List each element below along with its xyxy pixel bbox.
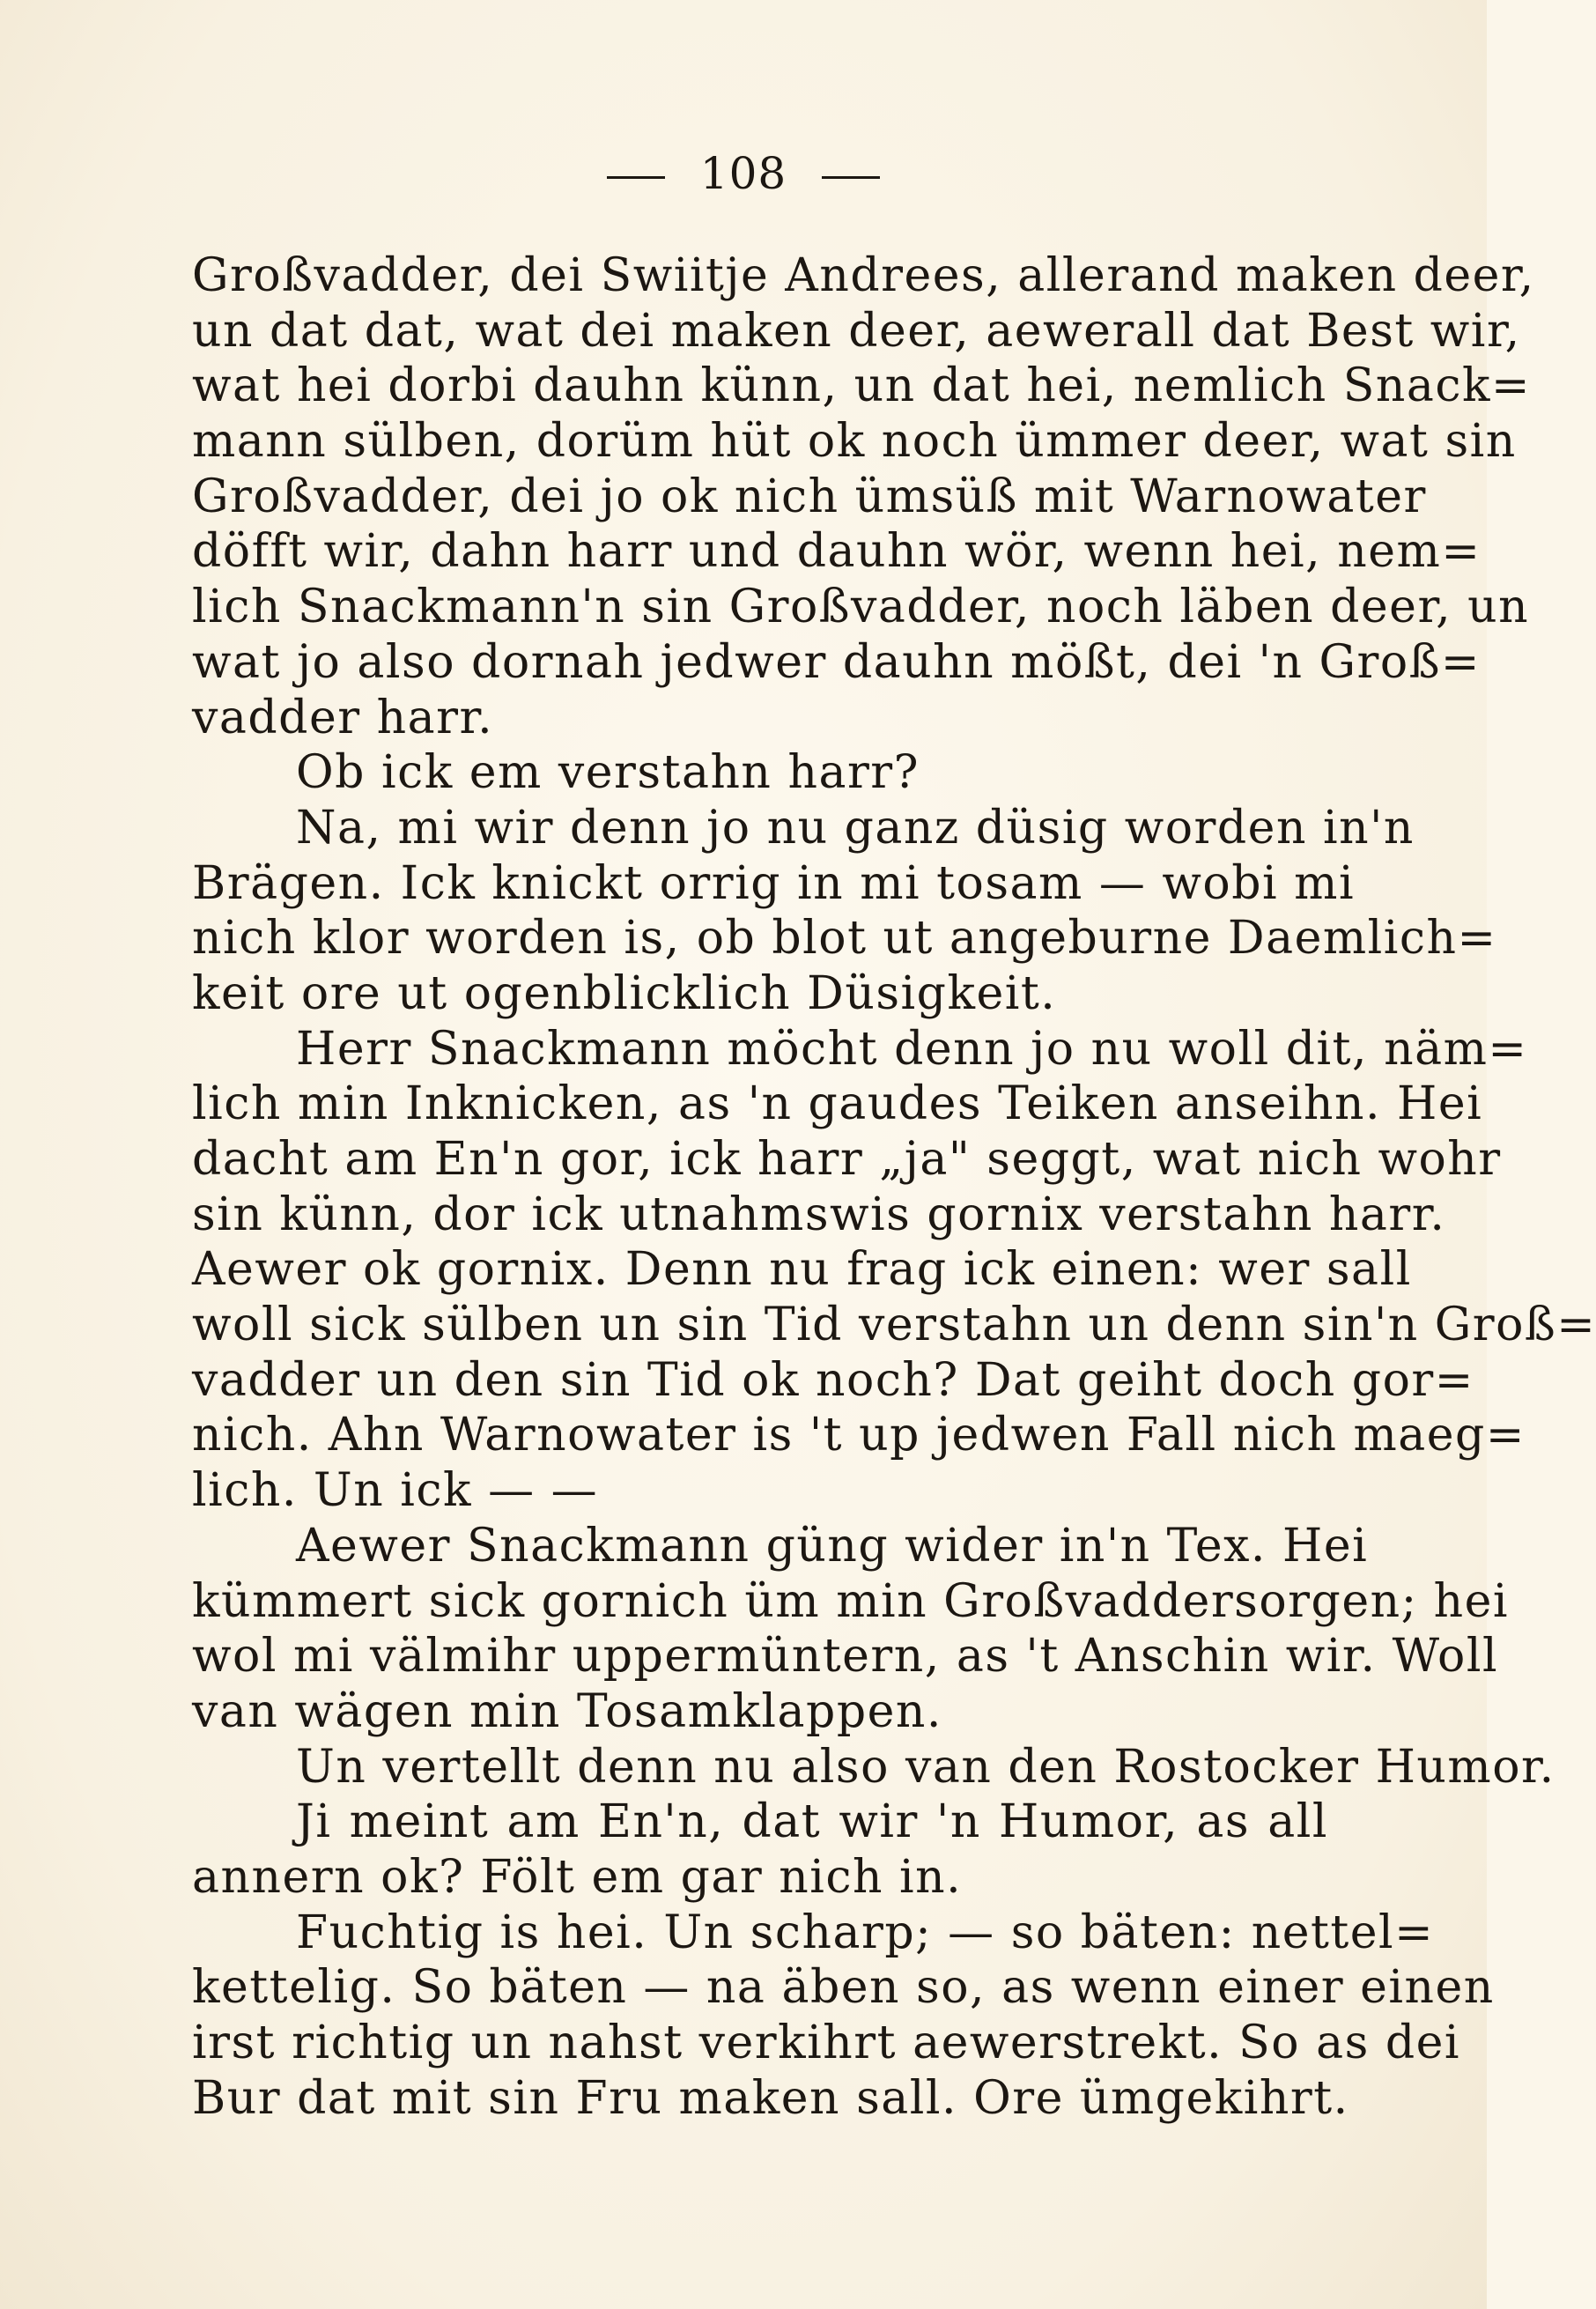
text-line: lich. Un ick — — <box>192 1464 599 1518</box>
text-line: Brägen. Ick knickt orrig in mi tosam — wobi mi <box>192 856 1356 910</box>
text-line: Na, mi wir denn jo nu ganz düsig worden in'n <box>296 801 1415 855</box>
text-line: Bur dat mit sin Fru maken sall. Ore ümgekihrt. <box>192 2071 1349 2125</box>
text-line: mann sülben, dorüm hüt ok noch ümmer deer, wat sin <box>192 415 1517 469</box>
text-line: Ob ick em verstahn harr? <box>296 746 920 800</box>
text-line: Fuchtig is hei. Un scharp; — so bäten: nettel= <box>296 1906 1435 1959</box>
left-dash <box>607 176 665 179</box>
text-line: Aewer Snackmann güng wider in'n Tex. Hei <box>296 1519 1369 1573</box>
text-line: vadder un den sin Tid ok noch? Dat geiht doch gor= <box>192 1353 1474 1407</box>
text-line: sin künn, dor ick utnahmswis gornix verstahn harr. <box>192 1188 1446 1241</box>
text-line: van wägen min Tosamklappen. <box>192 1684 942 1738</box>
text-line: Großvadder, dei Swiitje Andrees, allerand maken deer, <box>192 249 1535 302</box>
text-line: keit ore ut ogenblicklich Düsigkeit. <box>192 966 1057 1020</box>
page-number: 108 <box>699 148 787 199</box>
text-line: Un vertellt denn nu also van den Rostocker Humor. <box>296 1740 1555 1794</box>
text-line: Aewer ok gornix. Denn nu frag ick einen: wer sall <box>192 1243 1412 1297</box>
text-line: kettelig. So bäten — na äben so, as wenn einer einen <box>192 1961 1495 2015</box>
text-line: Herr Snackmann möcht denn jo nu woll dit, näm= <box>296 1022 1528 1076</box>
text-line: un dat dat, wat dei maken deer, aewerall dat Best wir, <box>192 304 1521 358</box>
text-line: irst richtig un nahst verkihrt aewerstrekt. So as dei <box>192 2017 1461 2069</box>
text-line: woll sick sülben un sin Tid verstahn un denn sin'n Groß= <box>192 1299 1596 1352</box>
body-text <box>192 248 1596 2126</box>
text-line: nich klor worden is, ob blot ut angeburne Daemlich= <box>192 912 1497 966</box>
text-line: annern ok? Fölt em gar nich in. <box>192 1850 963 1904</box>
text-line: nich. Ahn Warnowater is 't up jedwen Fall nich maeg= <box>192 1409 1526 1462</box>
text-line: dacht am En'n gor, ick harr „ja" seggt, wat nich wohr <box>192 1133 1502 1186</box>
text-line: wat hei dorbi dauhn künn, un dat hei, nemlich Snack= <box>192 359 1532 413</box>
text-line: wat jo also dornah jedwer dauhn mößt, dei 'n Groß= <box>192 635 1481 689</box>
text-line: wol mi välmihr uppermüntern, as 't Anschin wir. Woll <box>192 1630 1499 1684</box>
text-line: Ji meint am En'n, dat wir 'n Humor, as all <box>296 1795 1328 1849</box>
text-line: vadder harr. <box>192 691 494 744</box>
page-header <box>0 148 1487 199</box>
text-line: kümmert sick gornich üm min Großvaddersorgen; hei <box>192 1574 1510 1628</box>
text-line: lich Snackmann'n sin Großvadder, noch läben deer, un <box>192 581 1530 634</box>
right-dash <box>822 176 880 179</box>
text-line: lich min Inknicken, as 'n gaudes Teiken anseihn. Hei <box>192 1077 1483 1131</box>
text-line: Großvadder, dei jo ok nich ümsüß mit Warnowater <box>192 470 1427 523</box>
text-line: döfft wir, dahn harr und dauhn wör, wenn hei, nem= <box>192 525 1481 579</box>
